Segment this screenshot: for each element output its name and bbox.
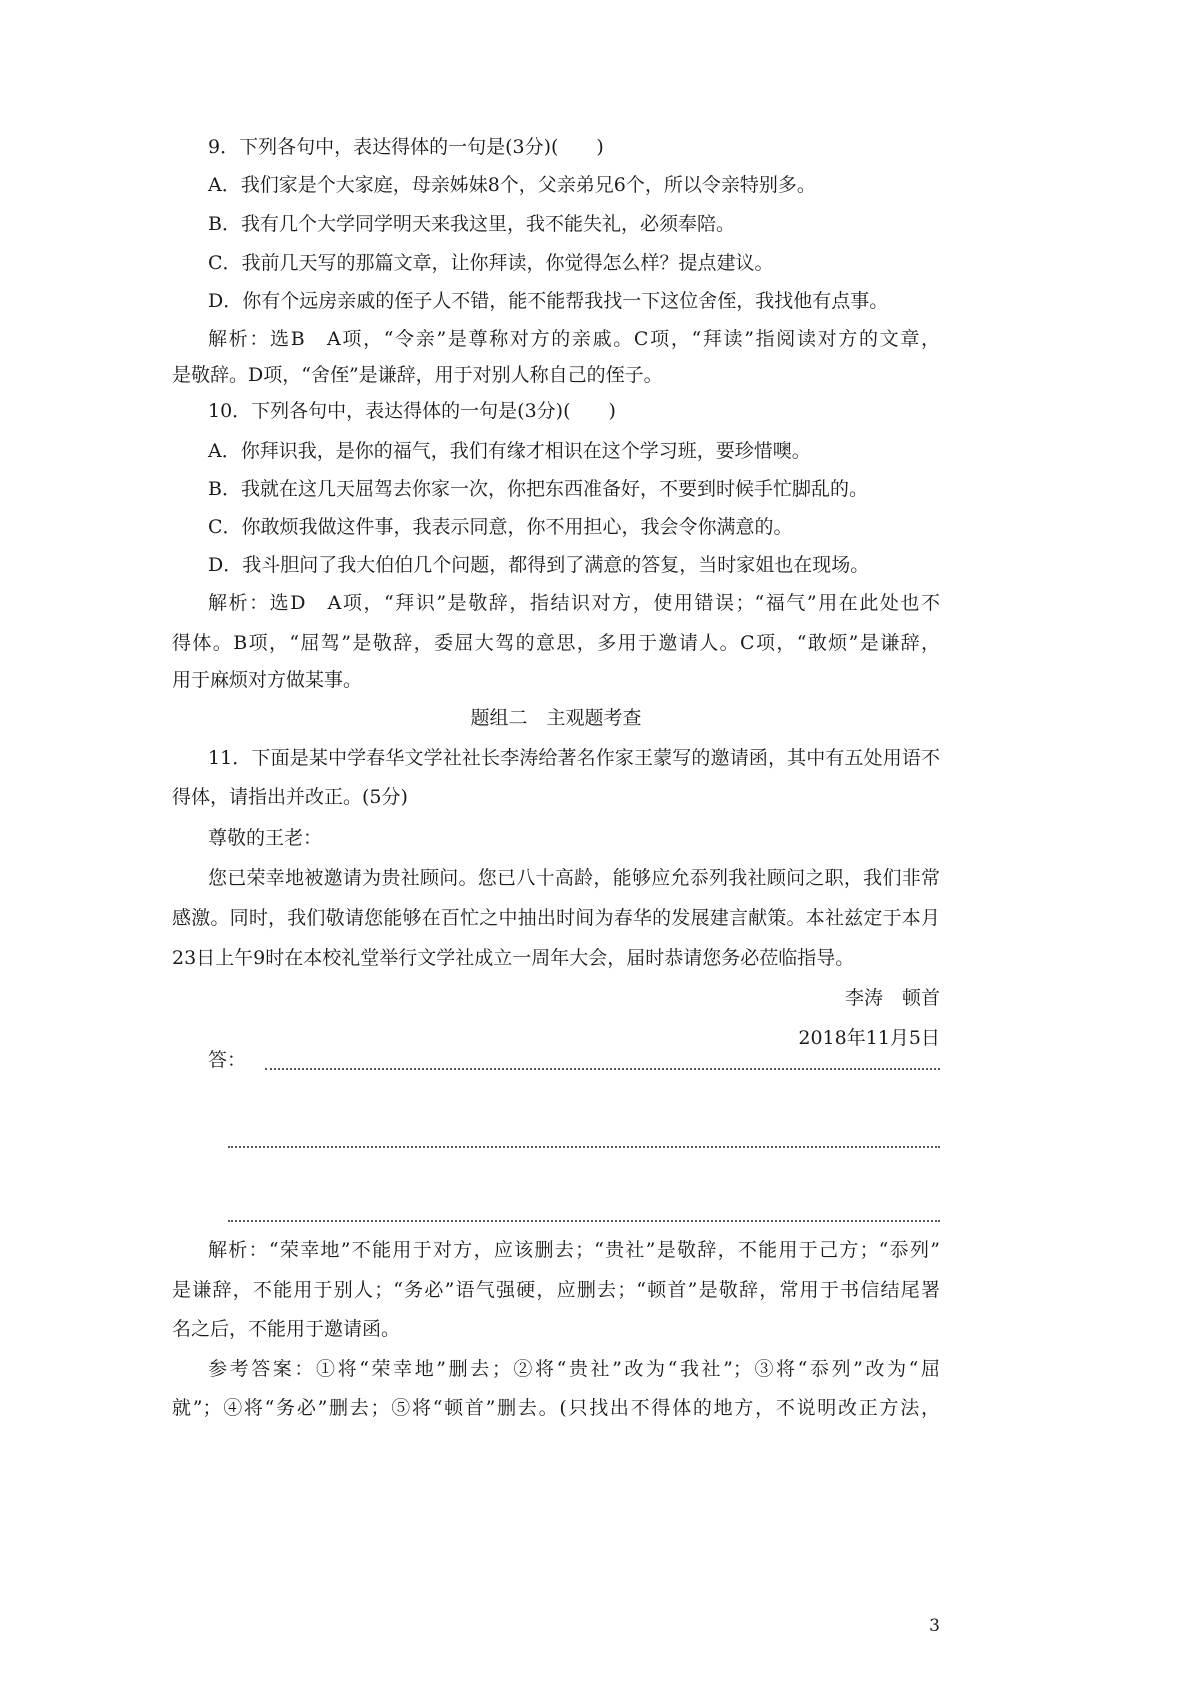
q10-analysis: 解析：选D A项，“拜识”是敬辞，指结识对方，使用错误；“福气”用在此处也不 — [208, 592, 940, 614]
q10-option-b: B．我就在这几天屈驾去你家一次，你把东西准备好，不要到时候手忙脚乱的。 — [208, 478, 868, 500]
q11-reference-answer: 就”；④将“务必”删去；⑤将“顿首”删去。(只找出不得体的地方，不说明改正方法， — [172, 1397, 940, 1419]
q10-analysis: 用于麻烦对方做某事。 — [172, 669, 363, 691]
letter-salutation: 尊敬的王老： — [208, 827, 323, 849]
letter-body: 您已荣幸地被邀请为贵社顾问。您已八十高龄，能够应允忝列我社顾问之职，我们非常 — [208, 867, 940, 889]
section-heading: 题组二 主观题考查 — [470, 707, 642, 729]
q11-analysis: 是谦辞，不能用于别人；“务必”语气强硬，应删去；“顿首”是敬辞，常用于书信结尾署 — [172, 1279, 940, 1301]
q10-option-c: C．你敢烦我做这件事，我表示同意，你不用担心，我会令你满意的。 — [208, 516, 793, 538]
q10-stem: 10．下列各句中，表达得体的一句是(3分)( ) — [208, 400, 616, 422]
letter-signature: 李涛 顿首 — [844, 987, 940, 1009]
q9-stem: 9．下列各句中，表达得体的一句是(3分)( ) — [208, 136, 604, 158]
letter-date: 2018年11月5日 — [798, 1027, 940, 1049]
page-number: 3 — [929, 1616, 940, 1636]
letter-body: 感激。同时，我们敬请您能够在百忙之中抽出时间为春华的发展建言献策。本社兹定于本月 — [172, 907, 940, 929]
q9-option-c: C．我前几天写的那篇文章，让你拜读，你觉得怎么样？提点建议。 — [208, 252, 774, 274]
q9-analysis: 是敬辞。D项，“舍侄”是谦辞，用于对别人称自己的侄子。 — [172, 364, 663, 386]
answer-line[interactable] — [265, 1068, 940, 1070]
q11-analysis: 名之后，不能用于邀请函。 — [172, 1318, 401, 1340]
q11-reference-answer: 参考答案：①将“荣幸地”删去；②将“贵社”改为“我社”；③将“忝列”改为“屈 — [208, 1358, 940, 1380]
q10-analysis: 得体。B项，“屈驾”是敬辞，委屈大驾的意思，多用于邀请人。C项，“敢烦”是谦辞， — [172, 632, 940, 654]
q10-option-d: D．我斗胆问了我大伯伯几个问题，都得到了满意的答复，当时家姐也在现场。 — [208, 554, 870, 576]
q9-option-d: D．你有个远房亲戚的侄子人不错，能不能帮我找一下这位舍侄，我找他有点事。 — [208, 290, 889, 312]
answer-line[interactable] — [228, 1146, 940, 1148]
q11-stem: 得体，请指出并改正。(5分) — [172, 786, 408, 808]
q11-analysis: 解析：“荣幸地”不能用于对方，应该删去；“贵社”是敬辞，不能用于己方；“忝列” — [208, 1239, 940, 1261]
q11-stem: 11．下面是某中学春华文学社社长李涛给著名作家王蒙写的邀请函，其中有五处用语不 — [208, 747, 940, 769]
q9-option-b: B．我有几个大学同学明天来我这里，我不能失礼，必须奉陪。 — [208, 213, 735, 235]
q9-analysis: 解析：选B A项，“令亲”是尊称对方的亲戚。C项，“拜读”指阅读对方的文章， — [208, 328, 940, 350]
q9-option-a: A．我们家是个大家庭，母亲姊妹8个，父亲弟兄6个，所以令亲特别多。 — [208, 174, 816, 196]
letter-body: 23日上午9时在本校礼堂举行文学社成立一周年大会，届时恭请您务必莅临指导。 — [172, 947, 855, 969]
answer-label: 答： — [208, 1049, 247, 1071]
q10-option-a: A．你拜识我，是你的福气，我们有缘才相识在这个学习班，要珍惜噢。 — [208, 440, 811, 462]
answer-line[interactable] — [228, 1220, 940, 1222]
